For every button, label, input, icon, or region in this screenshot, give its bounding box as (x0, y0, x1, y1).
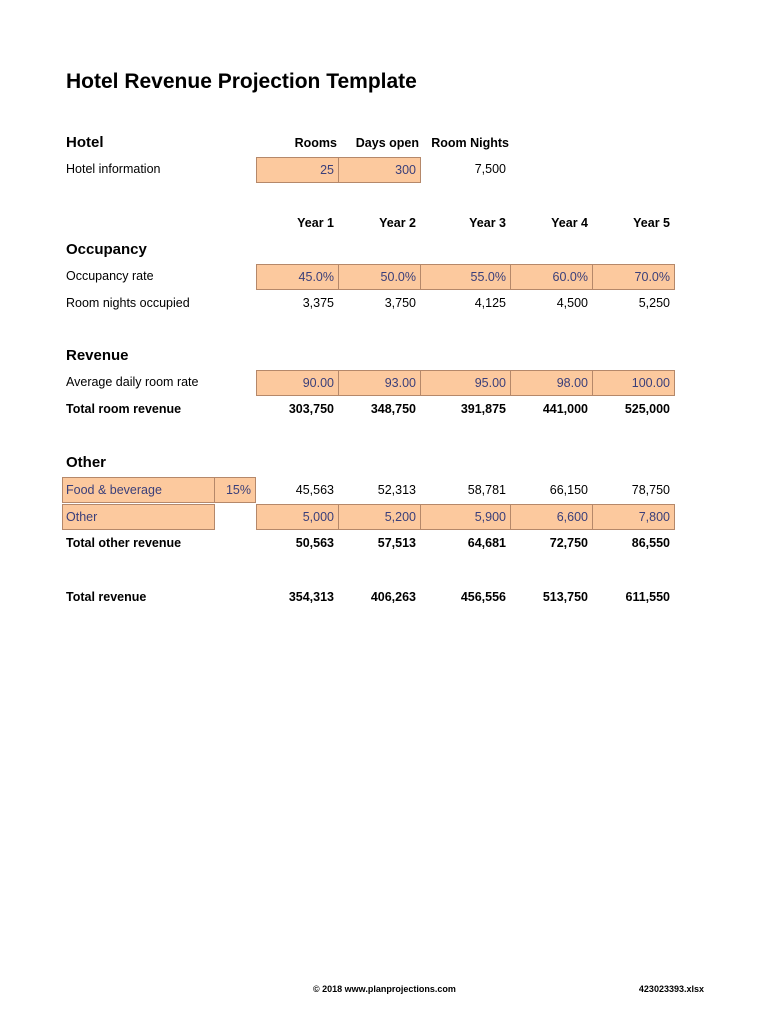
input-adr-year-3[interactable]: 95.00 (420, 370, 511, 396)
value-total-other-revenue-year-5: 86,550 (631, 536, 670, 550)
value-total-revenue-year-1: 354,313 (288, 590, 334, 604)
input-adr-year-4[interactable]: 98.00 (510, 370, 593, 396)
row-label-total-room-revenue: Total room revenue (66, 402, 182, 416)
input-other-year-1[interactable]: 5,000 (256, 504, 339, 530)
value-food-beverage-year-2: 52,313 (377, 483, 416, 497)
value-total-other-revenue-year-4: 72,750 (549, 536, 588, 550)
value-total-other-revenue-year-1: 50,563 (295, 536, 334, 550)
input-rooms[interactable]: 25 (256, 157, 339, 183)
input-adr-year-2[interactable]: 93.00 (338, 370, 421, 396)
header-year-4: Year 4 (551, 216, 588, 230)
value-room-nights-occupied-year-1: 3,375 (302, 296, 334, 310)
value-room-nights-occupied-year-4: 4,500 (556, 296, 588, 310)
input-adr-year-5[interactable]: 100.00 (592, 370, 675, 396)
section-occupancy: Occupancy (66, 241, 147, 258)
section-other: Other (66, 454, 107, 471)
section-revenue: Revenue (66, 347, 129, 364)
input-other-year-2[interactable]: 5,200 (338, 504, 421, 530)
input-occupancy-rate-year-4[interactable]: 60.0% (510, 264, 593, 290)
value-total-room-revenue-year-1: 303,750 (288, 402, 334, 416)
section-hotel: Hotel (66, 134, 104, 151)
value-food-beverage-year-5: 78,750 (631, 483, 670, 497)
header-year-3: Year 3 (469, 216, 506, 230)
input-adr-year-1[interactable]: 90.00 (256, 370, 339, 396)
input-other-year-4[interactable]: 6,600 (510, 504, 593, 530)
value-total-revenue-year-3: 456,556 (460, 590, 506, 604)
input-food-beverage-pct[interactable]: 15% (214, 477, 256, 503)
footer-copyright: © 2018 www.planprojections.com (313, 984, 456, 994)
input-occupancy-rate-year-5[interactable]: 70.0% (592, 264, 675, 290)
value-total-room-revenue-year-2: 348,750 (370, 402, 416, 416)
value-total-room-revenue-year-3: 391,875 (460, 402, 506, 416)
value-room-nights-occupied-year-3: 4,125 (474, 296, 506, 310)
value-food-beverage-year-1: 45,563 (295, 483, 334, 497)
value-food-beverage-year-4: 66,150 (549, 483, 588, 497)
input-other-label[interactable]: Other (62, 504, 215, 530)
value-total-revenue-year-2: 406,263 (370, 590, 416, 604)
row-label-occupancy-rate: Occupancy rate (66, 269, 154, 283)
input-other-year-3[interactable]: 5,900 (420, 504, 511, 530)
input-other-year-5[interactable]: 7,800 (592, 504, 675, 530)
row-label-room-nights-occupied: Room nights occupied (66, 296, 190, 310)
header-days-open: Days open (355, 136, 419, 150)
header-year-2: Year 2 (379, 216, 416, 230)
value-total-room-revenue-year-5: 525,000 (624, 402, 670, 416)
page-title: Hotel Revenue Projection Template (66, 70, 417, 93)
input-days-open[interactable]: 300 (338, 157, 421, 183)
row-label-hotel-information: Hotel information (66, 162, 161, 176)
row-label-average-daily-room-rate: Average daily room rate (66, 375, 199, 389)
input-occupancy-rate-year-2[interactable]: 50.0% (338, 264, 421, 290)
value-room-nights-occupied-year-2: 3,750 (384, 296, 416, 310)
value-total-revenue-year-5: 611,550 (625, 590, 670, 604)
row-label-total-other-revenue: Total other revenue (66, 536, 182, 550)
header-room-nights: Room Nights (431, 136, 509, 150)
value-total-revenue-year-4: 513,750 (542, 590, 588, 604)
value-food-beverage-year-3: 58,781 (467, 483, 506, 497)
value-total-room-revenue-year-4: 441,000 (542, 402, 588, 416)
row-label-total-revenue: Total revenue (66, 590, 147, 604)
header-rooms: Rooms (294, 136, 337, 150)
input-food-beverage-label[interactable]: Food & beverage (62, 477, 215, 503)
footer-filename: 423023393.xlsx (638, 984, 704, 994)
header-year-1: Year 1 (297, 216, 334, 230)
header-year-5: Year 5 (633, 216, 670, 230)
value-total-other-revenue-year-2: 57,513 (377, 536, 416, 550)
value-room-nights-occupied-year-5: 5,250 (638, 296, 670, 310)
input-occupancy-rate-year-3[interactable]: 55.0% (420, 264, 511, 290)
value-room-nights: 7,500 (474, 162, 506, 176)
value-total-other-revenue-year-3: 64,681 (467, 536, 506, 550)
input-occupancy-rate-year-1[interactable]: 45.0% (256, 264, 339, 290)
